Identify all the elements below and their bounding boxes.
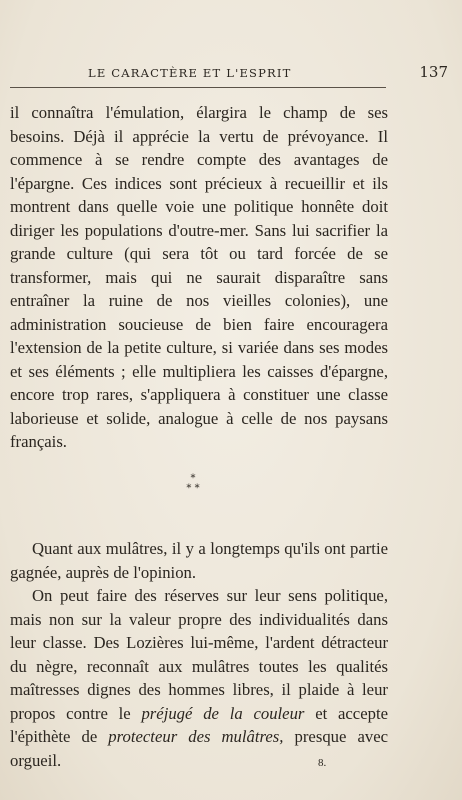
paragraph: il connaîtra l'émulation, élargira le champ de ses besoins. Déjà il apprécie la vertu de prévoyance. Il commence à se rendre compte des avantages de l'épargne. Ces indices sont précieux à recueillir et ils montrent dans quelle voie une politique honnête doit diriger les populations d'outre-mer. Sans lui sacrifier la grande culture (qui sera tôt ou tard forcée de se transformer, mais qui ne saurait disparaître sans entraîner la ruine de nos vieilles colonies), une administration soucieuse de bien faire encouragera l'extension de la petite culture, si variée dans ses modes et ses éléments ; elle multipliera les caisses d'épargne, encore trop rares, s'appliquera à constituer une classe laborieuse et solide, analogue à celle de nos paysans français. xyxy=(10,103,388,451)
body-text-bottom xyxy=(10,537,388,772)
page-header xyxy=(14,63,448,85)
body-text-top xyxy=(10,101,388,454)
paragraph xyxy=(10,584,388,772)
header-rule xyxy=(10,87,386,88)
section-break-top-star: * xyxy=(190,473,196,484)
paragraph-text: et accepte l'épithète de xyxy=(10,703,389,746)
paragraph: Quant aux mulâtres, il y a longtemps qu'ils ont partie gagnée, auprès de l'opinion. xyxy=(10,539,388,582)
page-number: 137 xyxy=(419,63,448,81)
italic-phrase: préjugé de la couleur xyxy=(141,703,305,723)
section-break-bottom-stars: * * xyxy=(186,483,200,494)
paragraph-text: On peut faire des réserves sur leur sens politique, mais non sur la valeur propre des individualités dans leur classe. Des Lozières lui-même, l'ardent détracteur du nègre, reconnaît aux mulâtres toutes les qualités maîtresses dignes des hommes libres, il plaide à leur propos contre le xyxy=(10,586,388,723)
section-break xyxy=(0,474,386,494)
running-title: LE CARACTÈRE ET L'ESPRIT xyxy=(88,66,292,80)
signature-mark: 8. xyxy=(318,757,327,769)
italic-phrase: protecteur des mulâtres, xyxy=(108,727,284,746)
paragraph-text: presque avec orgueil. xyxy=(10,727,389,770)
